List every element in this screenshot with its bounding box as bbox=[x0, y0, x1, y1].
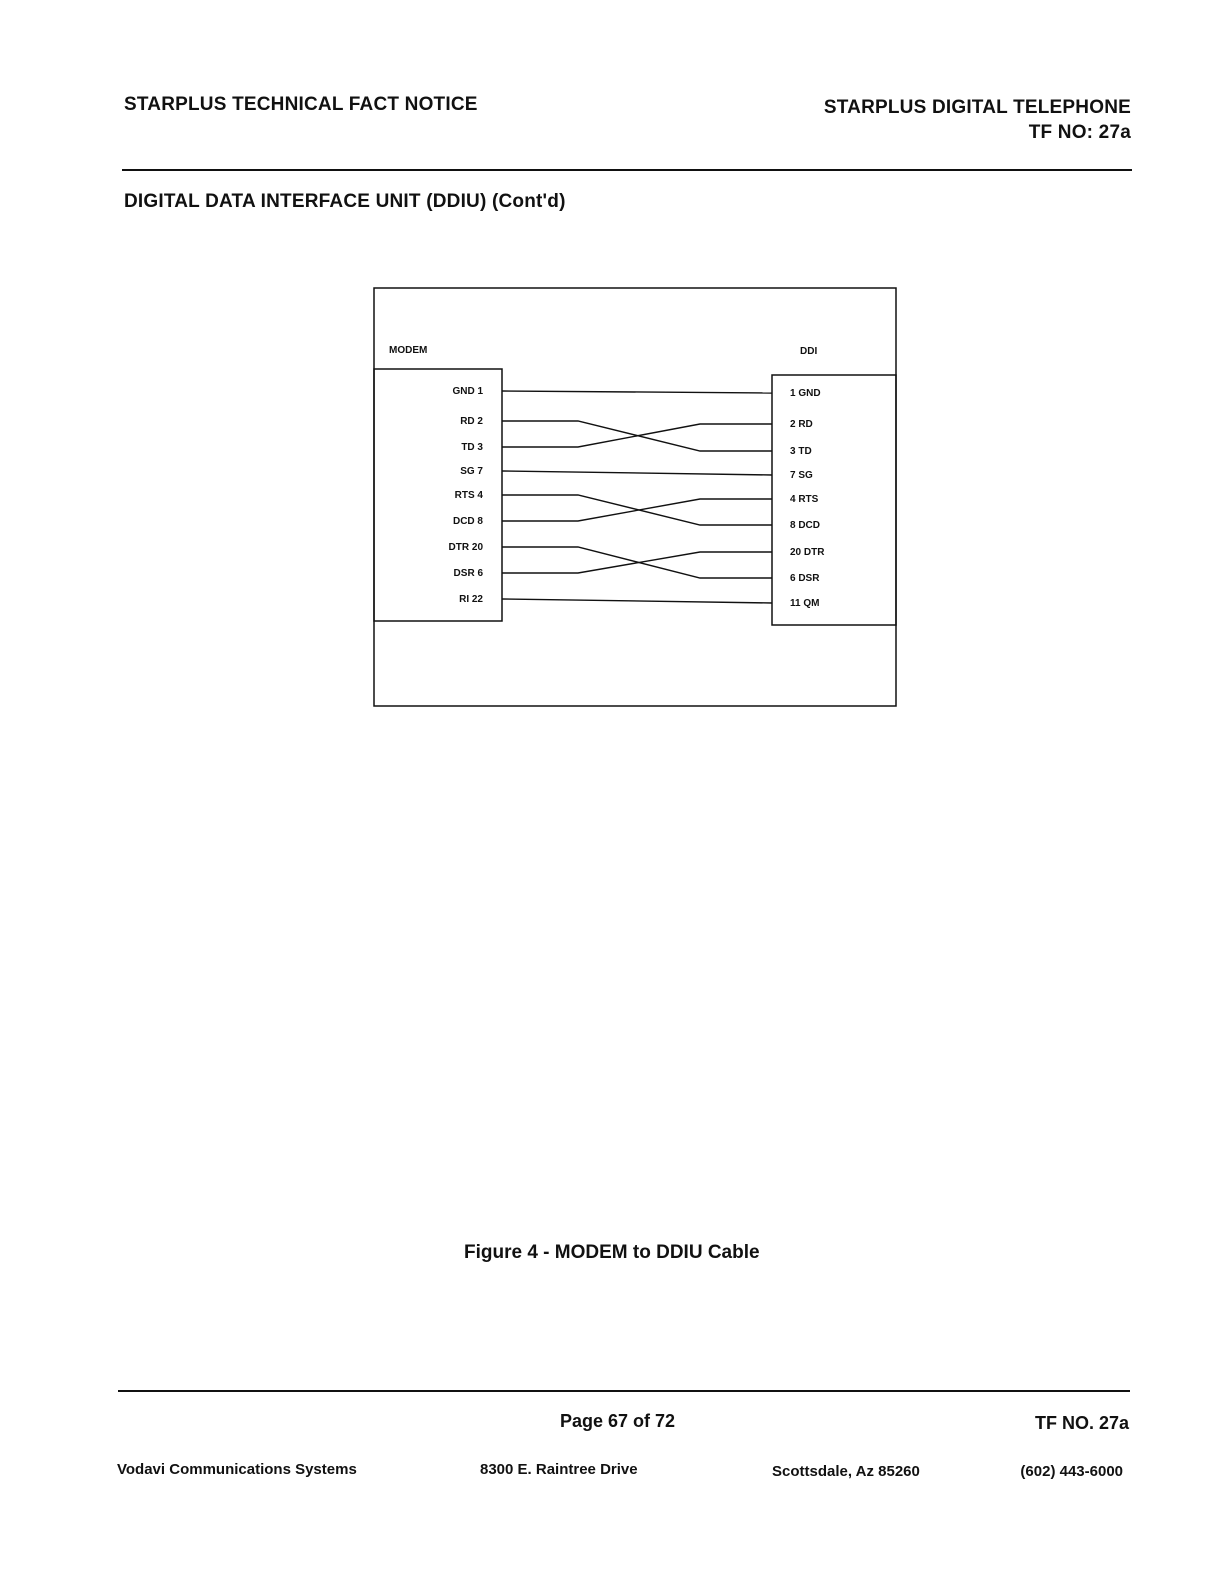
modem-pin-label: DCD 8 bbox=[452, 516, 483, 527]
ddi-connector-box bbox=[772, 375, 896, 625]
modem-pin-label: RD 2 bbox=[460, 416, 483, 427]
modem-pin-label: GND 1 bbox=[452, 386, 483, 397]
footer-tf-number: TF NO. 27a bbox=[1034, 1413, 1129, 1433]
ddi-pin-label: 8 DCD bbox=[790, 520, 821, 531]
wire bbox=[502, 421, 772, 451]
header-left-title: STARPLUS TECHNICAL FACT NOTICE bbox=[124, 94, 478, 115]
footer-address: 8300 E. Raintree Drive bbox=[480, 1461, 638, 1478]
ddi-pin-label: 1 GND bbox=[790, 388, 821, 399]
ddi-pin-label: 3 TD bbox=[790, 446, 812, 457]
modem-pin-label: SG 7 bbox=[460, 466, 483, 477]
wire bbox=[502, 499, 772, 521]
ddi-pin-label: 6 DSR bbox=[790, 573, 820, 584]
wire bbox=[502, 391, 772, 393]
wire bbox=[502, 599, 772, 603]
ddi-pin-label: 11 QM bbox=[790, 598, 820, 609]
ddi-pin-label: 4 RTS bbox=[790, 494, 819, 505]
wire bbox=[502, 552, 772, 573]
footer-company: Vodavi Communications Systems bbox=[117, 1461, 357, 1478]
wire bbox=[502, 471, 772, 475]
modem-pin-label: DSR 6 bbox=[453, 568, 483, 579]
header-right-title: STARPLUS DIGITAL TELEPHONE bbox=[823, 97, 1131, 118]
ddi-label: DDI bbox=[800, 346, 818, 357]
wire bbox=[502, 495, 772, 525]
header-tf-number: TF NO: 27a bbox=[1028, 122, 1131, 143]
wires bbox=[502, 391, 772, 603]
diagram-frame bbox=[374, 288, 896, 706]
modem-pin-label: RTS 4 bbox=[454, 490, 483, 501]
modem-pin-label: DTR 20 bbox=[448, 542, 483, 553]
footer-city: Scottsdale, Az 85260 bbox=[772, 1463, 920, 1480]
footer-phone: (602) 443-6000 bbox=[1020, 1463, 1123, 1480]
modem-connector-box bbox=[374, 369, 502, 621]
ddi-pin-label: 2 RD bbox=[790, 419, 813, 430]
modem-pin-labels bbox=[449, 386, 484, 605]
modem-label: MODEM bbox=[389, 345, 428, 356]
footer-rule bbox=[118, 1390, 1130, 1392]
wire bbox=[502, 547, 772, 578]
header-rule bbox=[122, 169, 1132, 171]
modem-pin-label: TD 3 bbox=[461, 442, 483, 453]
ddi-pin-label: 7 SG bbox=[790, 470, 813, 481]
ddi-pin-label: 20 DTR bbox=[790, 547, 825, 558]
wire bbox=[502, 424, 772, 447]
figure-caption: Figure 4 - MODEM to DDIU Cable bbox=[464, 1242, 760, 1263]
modem-pin-label: RI 22 bbox=[459, 594, 483, 605]
footer-page: Page 67 of 72 bbox=[560, 1411, 676, 1431]
ddi-pin-labels bbox=[790, 388, 825, 609]
section-title: DIGITAL DATA INTERFACE UNIT (DDIU) (Cont'd) bbox=[124, 191, 566, 212]
